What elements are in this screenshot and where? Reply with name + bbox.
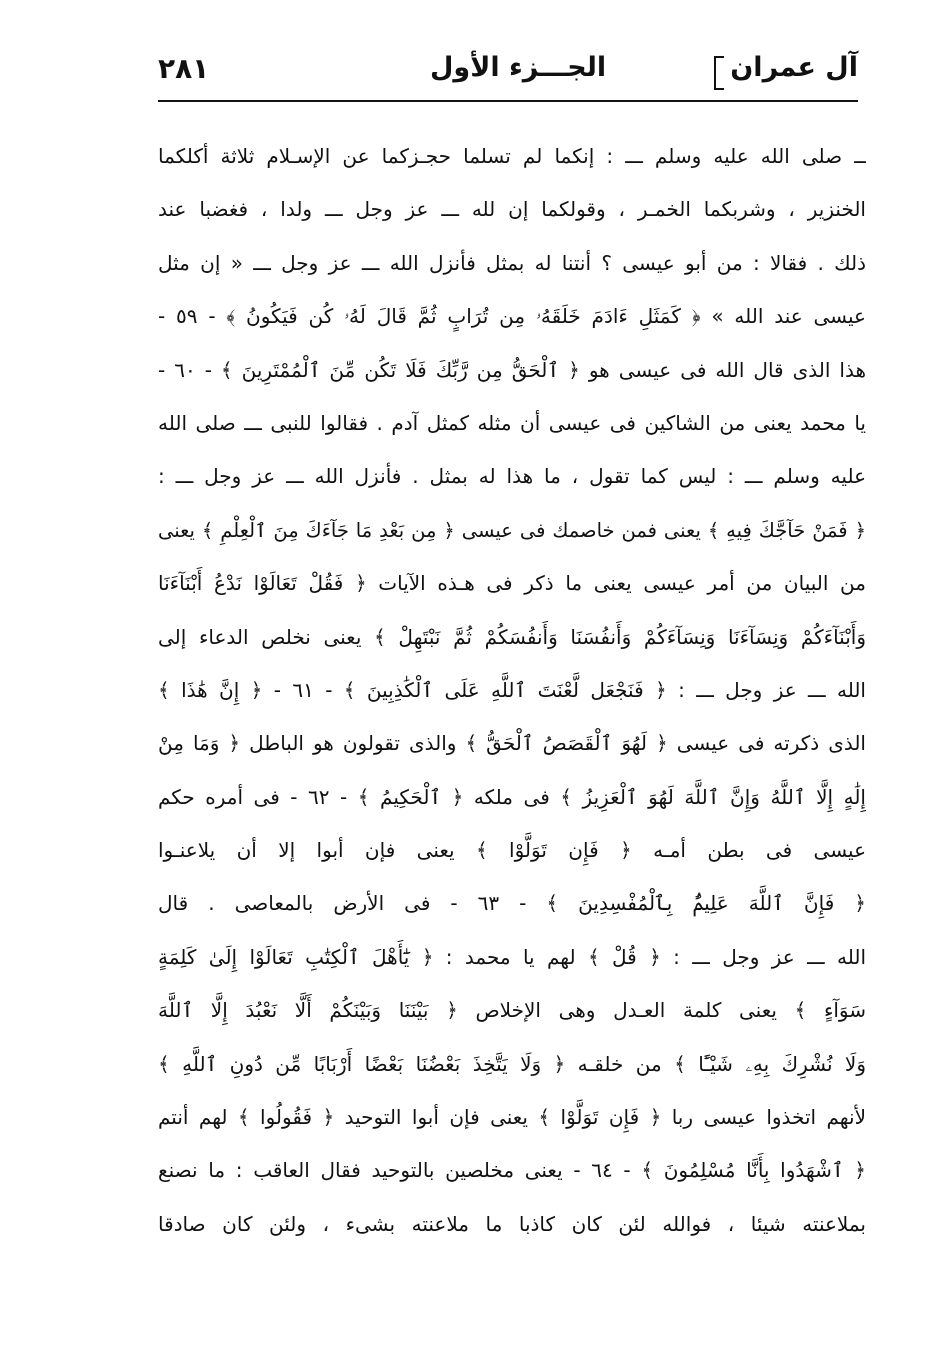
header-divider [158,100,858,102]
page-header [158,52,858,96]
text-line: ذلك . فقالا : من أبو عيسى ؟ أنتنا له بمثل فأنزل الله ـــ عز وجل ـــ « إن مثل [158,250,866,275]
text-line: وَلَا نُشْرِكَ بِهِۦ شَيْـًٔا ﴾ من خلقـه ﴿ وَلَا يَتَّخِذَ بَعْضُنَا بَعْضًا أَرْبَابًا مِّن دُونِ ٱللَّهِ ﴾ [158,1051,866,1076]
text-line: من البيان من أمر عيسى يعنى ما ذكر فى هـذه الآيات ﴿ فَقُلْ تَعَالَوْا نَدْعُ أَبْنَآءَنَا [158,571,866,596]
text-line: ــ صلى الله عليه وسلم ـــ : إنكما لم تسلما حجـزكما عن الإسـلام ثلاثة أكلكما [158,144,866,168]
commentary-text [158,130,866,1251]
text-line: عيسى عند الله » ﴿ كَمَثَلِ ءَادَمَ خَلَقَهُۥ مِن تُرَابٍ ثُمَّ قَالَ لَهُۥ كُن فَيَكُونُ ﴾ - ٥٩ - [158,304,866,329]
surah-title: آل عمران [730,52,858,83]
text-line: هذا الذى قال الله فى عيسى هو ﴿ ٱلْحَقُّ مِن رَّبِّكَ فَلَا تَكُن مِّنَ ٱلْمُمْتَرِينَ ﴾ - ٦٠ - [158,357,866,382]
text-line: الخنزير ، وشربكما الخمـر ، وقولكما إن لله ـــ عز وجل ـــ ولدا ، فغضبا عند [158,197,866,222]
text-line: إِلَٰهٍ إِلَّا ٱللَّهُ وَإِنَّ ٱللَّهَ لَهُوَ ٱلْعَزِيزُ ﴾ فى ملكه ﴿ ٱلْحَكِيمُ ﴾ - ٦٢ - فى أمره حكم [158,784,866,809]
text-line: يا محمد يعنى من الشاكين فى عيسى أن مثله كمثل آدم . فقالوا للنبى ـــ صلى الله [158,410,866,435]
text-line: الله ـــ عز وجل ـــ : ﴿ قُلْ ﴾ لهم يا محمد : ﴿ يَٰٓأَهْلَ ٱلْكِتَٰبِ تَعَالَوْا إِلَىٰ كَلِمَةٍ [158,944,866,969]
text-line: عليه وسلم ـــ : ليس كما تقول ، ما هذا له بمثل . فأنزل الله ـــ عز وجل ـــ : [158,464,866,489]
page-number: ٢٨١ [158,52,210,85]
text-line: ﴿ فَإِنَّ ٱللَّهَ عَلِيمٌۢ بِٱلْمُفْسِدِينَ ﴾ - ٦٣ - فى الأرض بالمعاصى . قال [158,891,866,916]
text-line: بملاعنته شيئا ، فوالله لئن كان كاذبا ما ملاعنته بشىء ، ولئن كان صادقا [158,1211,866,1236]
text-line: سَوَآءٍ ﴾ يعنى كلمة العـدل وهى الإخلاص ﴿ بَيْنَنَا وَبَيْنَكُمْ أَلَّا نَعْبُدَ إِلَّا ٱللَّهَ [158,998,866,1023]
text-line: الله ـــ عز وجل ـــ : ﴿ فَنَجْعَل لَّعْنَتَ ٱللَّهِ عَلَى ٱلْكَٰذِبِينَ ﴾ - ٦١ - ﴿ إِنَّ هَٰذَا ﴾ [158,677,866,702]
text-line: عيسى فى بطن أمـه ﴿ فَإِن تَوَلَّوْا ﴾ يعنى فإن أبوا إلا أن يلاعنـوا [158,838,866,863]
text-line: وَأَبْنَآءَكُمْ وَنِسَآءَنَا وَنِسَآءَكُمْ وَأَنفُسَنَا وَأَنفُسَكُمْ ثُمَّ نَبْتَهِلْ ﴾ يعنى نخلص الدعاء إلى [158,624,866,649]
text-line: ﴿ ٱشْهَدُوا بِأَنَّا مُسْلِمُونَ ﴾ - ٦٤ - يعنى مخلصين بالتوحيد فقال العاقب : ما نصنع [158,1158,866,1183]
text-line: لأنهم اتخذوا عيسى ربا ﴿ فَإِن تَوَلَّوْا ﴾ يعنى فإن أبوا التوحيد ﴿ فَقُولُوا ﴾ لهم أنتم [158,1105,866,1130]
text-line: الذى ذكرته فى عيسى ﴿ لَهُوَ ٱلْقَصَصُ ٱلْحَقُّ ﴾ والذى تقولون هو الباطل ﴿ وَمَا مِنْ [158,731,866,756]
juz-title: الجـــزء الأول [430,52,607,83]
header-bracket-mark [714,56,724,90]
text-line: ﴿ فَمَنْ حَآجَّكَ فِيهِ ﴾ يعنى فمن خاصمك فى عيسى ﴿ مِن بَعْدِ مَا جَآءَكَ مِنَ ٱلْعِلْمِ ﴾ يعنى [158,518,866,542]
